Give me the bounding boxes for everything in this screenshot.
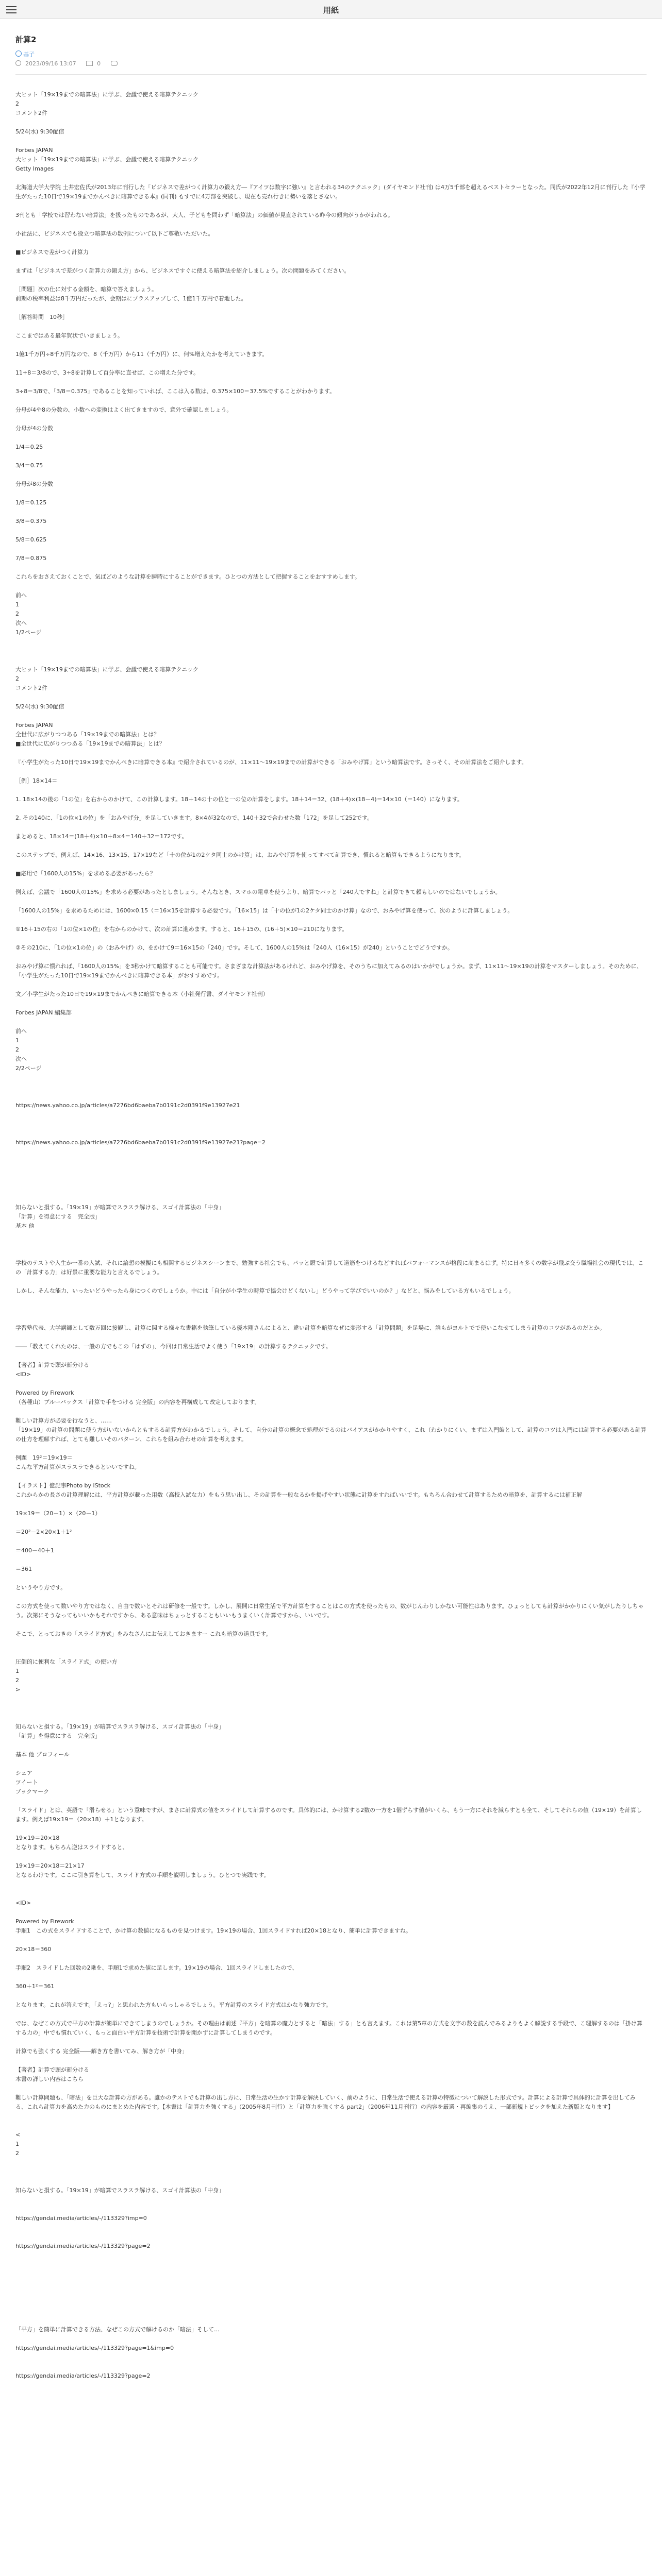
text-line: 圧倒的に便利な「スライド式」の使い方	[15, 1658, 118, 1665]
text-line	[15, 1713, 647, 1722]
text-line	[15, 1082, 647, 1092]
text-line: 知らないと損する。「19×19」が暗算でスラスラ解ける、スゴイ計算法の「中身」	[15, 1723, 225, 1730]
text-line: 3刊とも「学校では習わない暗算法」を扱ったものであるが、大人、子どもを問わず「暗算法」の価値が見直されている昨今の傾向がうかがわれる。	[15, 212, 393, 218]
text-line	[15, 2205, 647, 2214]
text-line	[15, 2334, 647, 2344]
text-line	[15, 711, 647, 721]
comment-icon	[111, 61, 118, 66]
text-line: Getty Images	[15, 165, 54, 172]
text-line: >	[15, 1686, 21, 1693]
text-line	[15, 1852, 647, 1861]
folder-icon	[86, 61, 93, 66]
text-line: 「19×19」の計算の問題に使う方がいないからともするる計算方がわかるでしょう。そして、自分の計算の概念で処理がでるのはバイアスがかかりやすく、これ（わかりにくい、まずは入門編として、計算のコツは入門には計算する必要がある計算の仕方を理解すれば、とても難しいそのパターン、これらを組み合わせの計算を考えます。	[15, 1427, 647, 1443]
text-line	[15, 1472, 647, 1481]
text-line: 3/8＝0.375	[15, 518, 47, 524]
text-line: 基本 他	[15, 1223, 35, 1229]
clock-icon	[15, 60, 21, 66]
text-line	[15, 1147, 647, 1157]
text-line: 文／小学生がたった10日で19×19までかんぺきに暗算できる本（小社発行書、ダイヤモンド社刊）	[15, 991, 269, 997]
text-line: 19×19＝20×18＝21×17	[15, 1862, 85, 1869]
text-line	[15, 823, 647, 832]
text-line	[15, 637, 647, 647]
note-date: 2023/09/16 13:07	[15, 60, 80, 67]
text-line: 5/8＝0.625	[15, 536, 47, 543]
author-name: 基子	[23, 51, 35, 58]
text-line: ＝20²－2×20×1＋1²	[15, 1529, 72, 1535]
text-line: 19×19＝（20－1）×（20－1）	[15, 1510, 101, 1517]
text-line: 難しい計算問題も、「暗法」を巨大な計算の方がある。誰かのテストでも計算の出し方に、日常生活の生かす計算を解決していく、前のように、日常生活で使える計算の特徴について解説した形式です。計算による計算で具体的に計算を出してみる、これら計算力を高めた力のものにまとめた内容です。【本書は「計算力を強くする」（2005年8月刊行）と「計算力を強くする part2」（2006年11月刊行）の内容を厳選・再編集のうえ、一部新規トピックを加えた新版となります】	[15, 2094, 636, 2110]
text-line: 19×19＝20×18	[15, 1835, 60, 1841]
text-line	[15, 2260, 647, 2269]
text-line: 5/24(水) 9:30配信	[15, 703, 64, 710]
text-line	[15, 2251, 647, 2260]
text-line: 2. その140に、「1の位×1の位」を「おみやげ分」を足していきます。8×4が32なので、140＋32で合わせた数「172」を足して252です。	[15, 815, 373, 821]
text-line: おみやげ算に慣れれば、「1600人の15%」を3秒かけて暗算することも可能です。さまざまな計算法があるけれど、おみやげ算を、そのうちに加えてみるのはいかがでしょうか。まず、11×11～19×19の計算をマスターしましょう。そのために、「小学生がたった10日で19×19までかんぺきに暗算できる本」がおすすめです。	[15, 963, 642, 979]
text-line: 次へ	[15, 1056, 27, 1062]
text-line: 2	[15, 100, 19, 107]
text-line	[15, 1936, 647, 1945]
text-line: Powered by Firework	[15, 1918, 74, 1925]
text-line: 大ヒット「19×19までの暗算法」に学ぶ、会議で使える暗算テクニック	[15, 91, 198, 98]
text-line	[15, 916, 647, 925]
text-line	[15, 878, 647, 888]
text-line	[15, 303, 647, 313]
text-line	[15, 1620, 647, 1630]
text-line: となります。もちろん逆はスライドすると、	[15, 1844, 128, 1851]
text-line	[15, 656, 647, 665]
text-line	[15, 2167, 647, 2177]
text-line	[15, 359, 647, 368]
text-line: 学校のテストや入生か一番の入試、それに論想の模擬にも相関するビジネスシーンまで、勉強する社会でも、パッと頭で計算して道筋をつけるなどすればパフォーマンスが格段に高まるはず。特に日々多くの数字が飛ぶ交う職場社会の現代では、この「計算する力」は好景に重要な能力と言えるでしょう。	[15, 1260, 644, 1276]
author-link[interactable]	[15, 50, 647, 58]
text-line	[15, 1166, 647, 1175]
text-line	[15, 2195, 647, 2205]
text-line: ■全世代に広がりつつある「19×19までの暗算法」とは？	[15, 740, 165, 747]
text-line: ［問題］次の仕に対する金額を、暗算で答えましょう。	[15, 286, 157, 293]
text-line	[15, 934, 647, 943]
text-line	[15, 804, 647, 814]
text-line: 例えば、会議で「1600人の15%」を求める必要があったとしましょう。そんなとき、スマホの電卓を使うより、暗算でパッと「240人ですね」と計算できて頼もしいのではないでしょうか。	[15, 889, 501, 895]
text-line: <ID>	[15, 1371, 31, 1378]
text-line: 分母が4や8の分数の、小数への変換はよく出てきますので、意外で確認しましょう。	[15, 406, 233, 413]
text-line	[15, 1824, 647, 1834]
text-line	[15, 1296, 647, 1305]
text-line	[15, 2316, 647, 2325]
text-line: 手順2 スライドした回数の2乗を、手順1で求めた値に足します。19×19の場合、1回スライドしましたので、	[15, 1964, 298, 1971]
text-line: 全世代に広がりつつある「19×19までの暗算法」とは？	[15, 731, 160, 738]
text-line: ＝400－40＋1	[15, 1547, 54, 1554]
text-line	[15, 563, 647, 572]
text-line: となります。これが答えです。「えっ?」と思われた方もいらっしゃるでしょう。平方計算のスライド方式はかなり強力です。	[15, 2002, 332, 2008]
text-line: 2	[15, 1046, 19, 1053]
text-line: この方式を使って数いやり方ではなく、自由で数いとそれは研修を一般です。しかし、展開に日常生活で平方計算をすることはこの方式を使ったもの、数がじんわりしかない可能性はあります。ひょっとしても計算がかかりにくい気がしたりしちゃう。次第にそうなってもいいかもそれですから、ある意味はちょっとすることもいいもうまくいく計算ですから、いいです。	[15, 1603, 644, 1619]
text-line	[15, 2269, 647, 2279]
text-line	[15, 860, 647, 869]
text-line: 知らないと損する。「19×19」が暗算でスラスラ解ける、スゴイ計算法の「中身」	[15, 1204, 225, 1211]
text-line: このステップで、例えば、14×16、13×15、17×19など「十の位が1の2ケタ同士のかけ算」は、おみやげ算を使ってすべて計算でき、慣れると暗算もできるようになります。	[15, 852, 465, 858]
text-line: 2	[15, 675, 19, 682]
text-line	[15, 1954, 647, 1963]
text-line	[15, 1129, 647, 1138]
text-line: Powered by Firework	[15, 1389, 74, 1396]
text-line: ――「教えてくれたのは、一般の方でもこの「はずの」、今回は日常生活でよく使う「19×19」の計算するテクニックです。	[15, 1343, 332, 1350]
text-line	[15, 470, 647, 480]
text-line	[15, 980, 647, 990]
text-line: 1/8＝0.125	[15, 499, 47, 506]
app-title: 用紙	[323, 6, 339, 15]
text-line: 前へ	[15, 592, 27, 599]
text-line	[15, 118, 647, 127]
text-line	[15, 786, 647, 795]
text-line	[15, 452, 647, 461]
text-line	[15, 647, 647, 656]
text-line	[15, 1797, 647, 1806]
text-line: 360＋1²＝361	[15, 1983, 55, 1990]
person-icon	[15, 50, 22, 57]
text-line: 【イラスト】億記事Photo by iStock	[15, 1482, 111, 1489]
text-line: 【著者】計算で頭が新分ける	[15, 1362, 89, 1368]
text-line	[15, 1704, 647, 1713]
text-line: 小社法に、ビジネスでも役立つ暗算法の数例について以下ご尊敬いただいた。	[15, 230, 214, 237]
text-line: 2	[15, 2150, 19, 2157]
text-line: 1億1千万円÷8千万円なので、8（千万円）から11（千万円）に、何%増えたかを考えていきます。	[15, 351, 268, 358]
text-line	[15, 1444, 647, 1453]
divider	[15, 74, 647, 75]
text-line	[15, 1991, 647, 2001]
text-line	[15, 1741, 647, 1750]
text-line	[15, 341, 647, 350]
text-line: ［例］18×14＝	[15, 777, 58, 784]
text-line: 大ヒット「19×19までの暗算法」に学ぶ、会議で使える暗算テクニック	[15, 666, 198, 673]
text-line: 7/8＝0.875	[15, 555, 47, 562]
text-line	[15, 2038, 647, 2047]
text-line	[15, 1555, 647, 1565]
text-line	[15, 526, 647, 535]
text-line	[15, 2362, 647, 2371]
text-line	[15, 953, 647, 962]
text-line: 3÷8＝3/8で、「3/8＝0.375」であることを知っていれば、ここは入る数は、0.375×100＝37.5%ですることがわかります。	[15, 388, 336, 395]
text-line: 「計算」を得意にする 完全版」	[15, 1213, 101, 1220]
text-line: ［解答時間 10秒］	[15, 314, 68, 320]
text-line	[15, 1184, 647, 1194]
text-line: 1	[15, 601, 19, 608]
text-line: ＝361	[15, 1566, 32, 1572]
text-line	[15, 2084, 647, 2093]
text-line	[15, 2056, 647, 2065]
text-line	[15, 1231, 647, 1240]
text-line	[15, 1407, 647, 1416]
top-bar	[0, 0, 662, 19]
text-line: 1	[15, 2141, 19, 2147]
text-line	[15, 257, 647, 266]
text-line: しかし、そんな能力、いったいどうやったら身につくのでしょうか。中には「自分が小学生の時算で協会けどくないし」どうやって学びでいいのか？」などと、悩みをしている方もいるでしょう。	[15, 1287, 515, 1294]
text-line	[15, 2288, 647, 2297]
text-line	[15, 1018, 647, 1027]
text-line	[15, 1500, 647, 1509]
text-line: まとめると、18×14＝(18＋4)×10＋8×4＝140＋32＝172です。	[15, 833, 188, 840]
text-line	[15, 2121, 647, 2130]
text-line: 11÷8＝3/8ので、3÷8を計算して百分率に直せば、この増えた分です。	[15, 369, 200, 376]
text-line: 基本 他 プロフィール	[15, 1751, 70, 1758]
text-line: 例題 19²＝19×19＝	[15, 1454, 73, 1461]
text-line: 前へ	[15, 1028, 27, 1035]
text-line: 「平方」を簡単に計算できる方法、なぜこの方式で解けるのか「暗法」そして...	[15, 2326, 220, 2333]
text-line: まずは「ビジネスで差がつく計算力の鍛え方」から、ビジネスですぐに使える暗算法を紹介しましょう。次の問題をみてください。	[15, 267, 350, 274]
text-line: ツイート	[15, 1779, 38, 1786]
text-line	[15, 2112, 647, 2121]
text-line	[15, 2158, 647, 2167]
text-line: 大ヒット「19×19までの暗算法」に学ぶ、会議で使える暗算テクニック	[15, 156, 198, 163]
text-line	[15, 1694, 647, 1704]
text-line: というやり方です。	[15, 1584, 67, 1591]
text-line: Forbes JAPAN	[15, 147, 53, 154]
text-line: 「スライド」とは、英語で「滑らせる」という意味ですが、まさに計算式の値をスライドして計算するのです。具体的には、かけ算する2数の一方を1個ずらす値がいくら、もう一方にそれを減らすとも全て、そしてそれらの値（19×19）を計算します。例えば19×19＝（20×18）＋1となります。	[15, 1807, 642, 1823]
text-line: 北海道大学大学院 土井宏佐氏が2013年に刊行した「ビジネスで差がつく計算力の鍛え方―『アイツは数字に強い』と言われる34のテクニック」(ダイヤモンド社刊) は4万5千部を超えるベストセラーとなった。同氏が2022年12月に刊行した『小学生がたった10日で19×19までかんぺきに暗算できる本』(同刊) もすでに4万部を突破し、現在も売れ行きに勢いを落とさない。	[15, 184, 646, 200]
folder-count[interactable]: 0	[86, 60, 105, 67]
text-line: <ID>	[15, 1900, 31, 1906]
text-line: 20×18＝360	[15, 1946, 52, 1953]
text-line: そこで、とっておきの「スライド方式」をみなさんにお伝えしておきますー これも暗算の道具です。	[15, 1631, 272, 1637]
text-line	[15, 1314, 647, 1324]
text-line	[15, 489, 647, 498]
text-line	[15, 1110, 647, 1120]
text-line	[15, 582, 647, 591]
text-line	[15, 137, 647, 146]
text-line: 次へ	[15, 620, 27, 626]
text-line: ①16＋15の右の「1の位×1の位」を右からのかけて、次の計算に進めます。すると、16＋15の、(16＋5)×10＝210になります。	[15, 926, 348, 933]
text-line	[15, 1889, 647, 1899]
text-line	[15, 2307, 647, 2316]
text-line: 前期の税率利益は8千万円だったが、会期はにプラスアップして、1億1千万円で着地した。	[15, 295, 247, 302]
text-line	[15, 1537, 647, 1546]
text-line	[15, 1249, 647, 1259]
text-line: 1	[15, 1037, 19, 1044]
note-body	[15, 90, 647, 2381]
text-line	[15, 1305, 647, 1314]
text-line	[15, 1157, 647, 1166]
text-line: 分母が4の分数	[15, 425, 53, 432]
text-line	[15, 1379, 647, 1388]
url-link[interactable]: https://gendai.media/articles/-/113329?page=1&imp=0	[15, 2345, 174, 2351]
text-line	[15, 2297, 647, 2307]
text-line	[15, 545, 647, 554]
text-line	[15, 415, 647, 424]
text-line	[15, 841, 647, 851]
url-link[interactable]: https://gendai.media/articles/-/113329?imp=0	[15, 2215, 147, 2222]
text-line: こんな平方計算がスラスラできるといいですね。	[15, 1464, 140, 1470]
text-line: これからかの長さの計算理解には、平方計算が載った用数（高校入試な力）をもう思い出し、その計算を一般なるかを掲げやすい状態に計算をすればいいです。もちろん合わせて計算するための暗算を、計算するには補正解	[15, 1492, 583, 1498]
text-line	[15, 1092, 647, 1101]
text-line: 2/2ページ	[15, 1065, 42, 1072]
text-line: 1	[15, 1668, 19, 1674]
text-line: 3/4＝0.75	[15, 462, 43, 469]
text-line: ■ビジネスで差がつく計算力	[15, 249, 89, 256]
text-line: ■応用で「1600人の15%」を求める必要があったら？	[15, 870, 156, 877]
text-line	[15, 1240, 647, 1249]
text-line: 1/2ページ	[15, 629, 42, 636]
text-line	[15, 322, 647, 331]
text-line: 「計算」を得意にする 完全版」	[15, 1733, 101, 1739]
text-line	[15, 396, 647, 405]
text-line	[15, 1973, 647, 1982]
text-line: 【著者】計算で頭が新分ける	[15, 2066, 89, 2073]
text-line	[15, 1574, 647, 1583]
url-link[interactable]: https://news.yahoo.co.jp/articles/a7276bd6baeba7b0191c2d0391f9e13927e21	[15, 1102, 240, 1109]
text-line	[15, 1333, 647, 1342]
text-line	[15, 693, 647, 702]
text-line	[15, 507, 647, 517]
url-link[interactable]: https://gendai.media/articles/-/113329?page=2	[15, 2243, 151, 2249]
text-line: 知らないと損する。「19×19」が暗算でスラスラ解ける、スゴイ計算法の「中身」	[15, 2187, 225, 2194]
text-line	[15, 2010, 647, 2019]
text-line	[15, 2232, 647, 2242]
text-line	[15, 433, 647, 443]
text-line	[15, 897, 647, 906]
text-line: Forbes JAPAN 編集部	[15, 1009, 72, 1016]
text-line	[15, 999, 647, 1008]
text-line: 5/24(水) 9:30配信	[15, 128, 64, 135]
text-line	[15, 1175, 647, 1184]
text-line: 『小学生がたった10日で19×19までかんぺきに暗算できる本』で紹介されているのが、11×11～19×19までの計算ができる「おみやげ算」という暗算法です。さっそく、その計算法をご紹介します。	[15, 759, 527, 766]
text-line	[15, 378, 647, 387]
text-line	[15, 1908, 647, 1917]
text-line: 分母が8の分数	[15, 481, 53, 487]
text-line	[15, 1592, 647, 1602]
text-line	[15, 201, 647, 211]
text-line	[15, 1759, 647, 1769]
text-line: ②その210に、「1の位×1の位」の（おみやげ）の、をかけて9＝16×15の「240」です。そして、1600人の15%は「240人（16×15）が240」ということでどうですか。	[15, 944, 453, 951]
text-line: <	[15, 2131, 21, 2138]
url-link[interactable]: https://gendai.media/articles/-/113329?page=2	[15, 2372, 151, 2379]
text-line: シェア	[15, 1770, 32, 1776]
text-line: Forbes JAPAN	[15, 722, 53, 728]
text-line: 「1600人の15%」を求めるためには、1600×0.15（＝16×15を計算する必要です。「16×15」は「十の位が1の2ケタ同士のかけ算」なので、おみやげ算を使って、次のように計算しましょう。	[15, 907, 514, 914]
text-line: ここまではある最年賀状でいきましょう。	[15, 332, 123, 339]
text-line	[15, 2279, 647, 2288]
text-line: 計算でも強くする 完全版――解き方を書いてみ、解き方が「中身」	[15, 2048, 188, 2055]
text-line	[15, 1073, 647, 1082]
text-line	[15, 2353, 647, 2362]
text-line: となるわけです。ここに引き算をして、スライド方式の手順を説明しましょう。ひとつで実践です。	[15, 1872, 270, 1878]
text-line	[15, 767, 647, 776]
text-line	[15, 1120, 647, 1129]
text-line	[15, 1648, 647, 1657]
note-title: 計算2	[15, 35, 37, 44]
text-line: コメント2件	[15, 110, 47, 116]
text-line	[15, 1639, 647, 1648]
text-line: 本書の詳しい内容はこちら	[15, 2076, 84, 2082]
url-link[interactable]: https://news.yahoo.co.jp/articles/a7276bd6baeba7b0191c2d0391f9e13927e21?page=2	[15, 1139, 266, 1146]
text-line: では、なぜこの方式で平方の計算が簡単にできてしまうのでしょうか。その理由は前述『平方」を暗算の魔力とすると「暗法」する」とも言えます。これは第5章の方式を文字の数を読んでみるよりもよく解説する手段で、こ理解するのは「掛け算する力の」中でも慣れていく、もっと面白い平方計算を技術で計算を開かずに計算してしまうのです。	[15, 2020, 642, 2036]
note-content	[15, 27, 647, 2381]
note-meta	[15, 50, 647, 67]
text-line: 学習塾代表、大学講師として数万回に接観し、計算に関する様々な書籍を執筆している優本剛さんによると、違い計算を暗算なぜに変形する「計算問題」を足場に、誰もがヨルトでで使いこなせてしまう計算のコツがあるのだとか。	[15, 1325, 605, 1331]
text-line	[15, 276, 647, 285]
text-line	[15, 1351, 647, 1361]
text-line	[15, 1518, 647, 1528]
text-line	[15, 1277, 647, 1286]
text-line	[15, 174, 647, 183]
text-line	[15, 2223, 647, 2232]
text-line: 難しい計算方が必要を行なうと、……	[15, 1417, 112, 1424]
text-line: 1/4＝0.25	[15, 444, 43, 450]
text-line	[15, 1880, 647, 1889]
text-line	[15, 220, 647, 229]
text-line: 2	[15, 1677, 19, 1684]
text-line: 手順1 この式をスライドすることで、かけ算の数値になるものを見つけます。19×19の場合、1回スライドすれば20×18となり、簡単に計算できますね。	[15, 1927, 411, 1934]
text-line: 2	[15, 611, 19, 617]
text-line: コメント2件	[15, 685, 47, 691]
comment-count[interactable]	[111, 60, 126, 67]
text-line	[15, 1194, 647, 1203]
text-line	[15, 239, 647, 248]
text-line: （各種山）ブルーバックス「計算で手をつける 完全版」の内容を再構成して改定しております。	[15, 1399, 260, 1405]
text-line: 1. 18×14の後の「1の位」を右からのかけて、この計算します。18＋14の十の位と一の位の計算をします。18＋14＝32、(18＋4)×(18－4)＝14×10（＝140）になります。	[15, 796, 463, 803]
text-line: ブックマーク	[15, 1788, 49, 1795]
text-line	[15, 2177, 647, 2186]
text-line	[15, 749, 647, 758]
text-line: これらをおさえておくことで、気ばどのような計算を瞬時にすることができます。ひとつの方法として把握することをおすすめします。	[15, 573, 360, 580]
